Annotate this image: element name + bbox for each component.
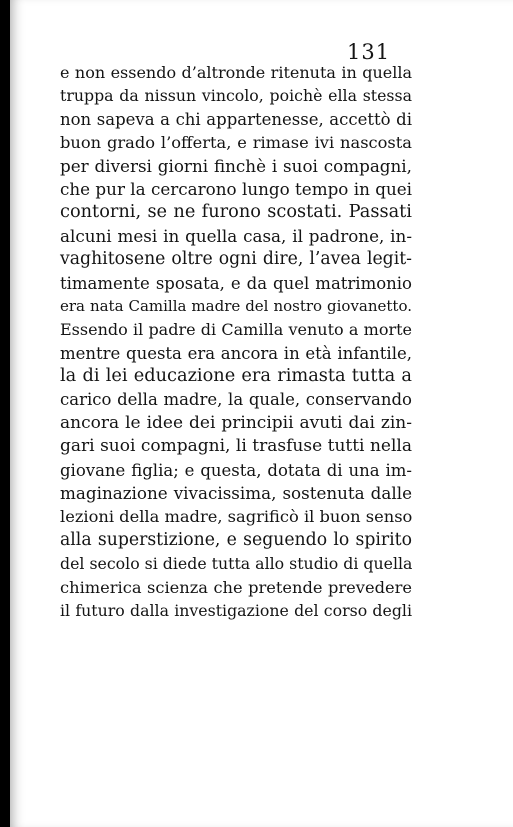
text-line: gari suoi compagni, li trasfuse tutti nella bbox=[60, 436, 412, 457]
text-line: la di lei educazione era rimasta tutta a bbox=[60, 366, 412, 387]
text-line: alcuni mesi in quella casa, il padrone, in- bbox=[60, 225, 412, 246]
text-line: contorni, se ne furono scostati. Passati bbox=[60, 202, 412, 223]
text-line: mentre questa era ancora in età infantile, bbox=[60, 343, 412, 363]
text-line: che pur la cercarono lungo tempo in quei bbox=[60, 178, 412, 199]
text-line: vaghitosene oltre ogni dire, l’avea legit- bbox=[60, 249, 412, 270]
text-line: giovane figlia; e questa, dotata di una im- bbox=[60, 460, 412, 480]
text-line: del secolo si diede tutta allo studio di quella bbox=[60, 554, 413, 574]
text-line: truppa da nissun vincolo, poichè ella stessa bbox=[60, 86, 412, 106]
text-line: il futuro dalla investigazione del corso degli bbox=[60, 600, 412, 620]
text-line: chimerica scienza che pretende prevedere bbox=[60, 577, 412, 597]
body-text bbox=[60, 61, 412, 622]
text-line: per diversi giorni finchè i suoi compagni, bbox=[60, 155, 412, 176]
text-line: Essendo il padre di Camilla venuto a morte bbox=[60, 320, 412, 340]
text-line: buon grado l’offerta, e rimase ivi nascosta bbox=[60, 133, 412, 153]
text-line: era nata Camilla madre del nostro giovanetto. bbox=[60, 296, 412, 315]
book-page bbox=[10, 0, 513, 827]
text-line: non sapeva a chi appartenesse, accettò di bbox=[60, 109, 412, 129]
text-line: maginazione vivacissima, sostenuta dalle bbox=[60, 483, 412, 504]
text-line: e non essendo d’altronde ritenuta in quella bbox=[60, 63, 412, 82]
text-line: carico della madre, la quale, conservando bbox=[60, 390, 412, 410]
text-line: lezioni della madre, sagrificò il buon senso bbox=[60, 507, 413, 527]
text-line: ancora le idee dei principii avuti dai zin- bbox=[60, 412, 412, 433]
page-number: 131 bbox=[347, 40, 391, 64]
text-line: timamente sposata, e da quel matrimonio bbox=[60, 273, 412, 293]
text-line: alla superstizione, e seguendo lo spirito bbox=[60, 529, 412, 550]
